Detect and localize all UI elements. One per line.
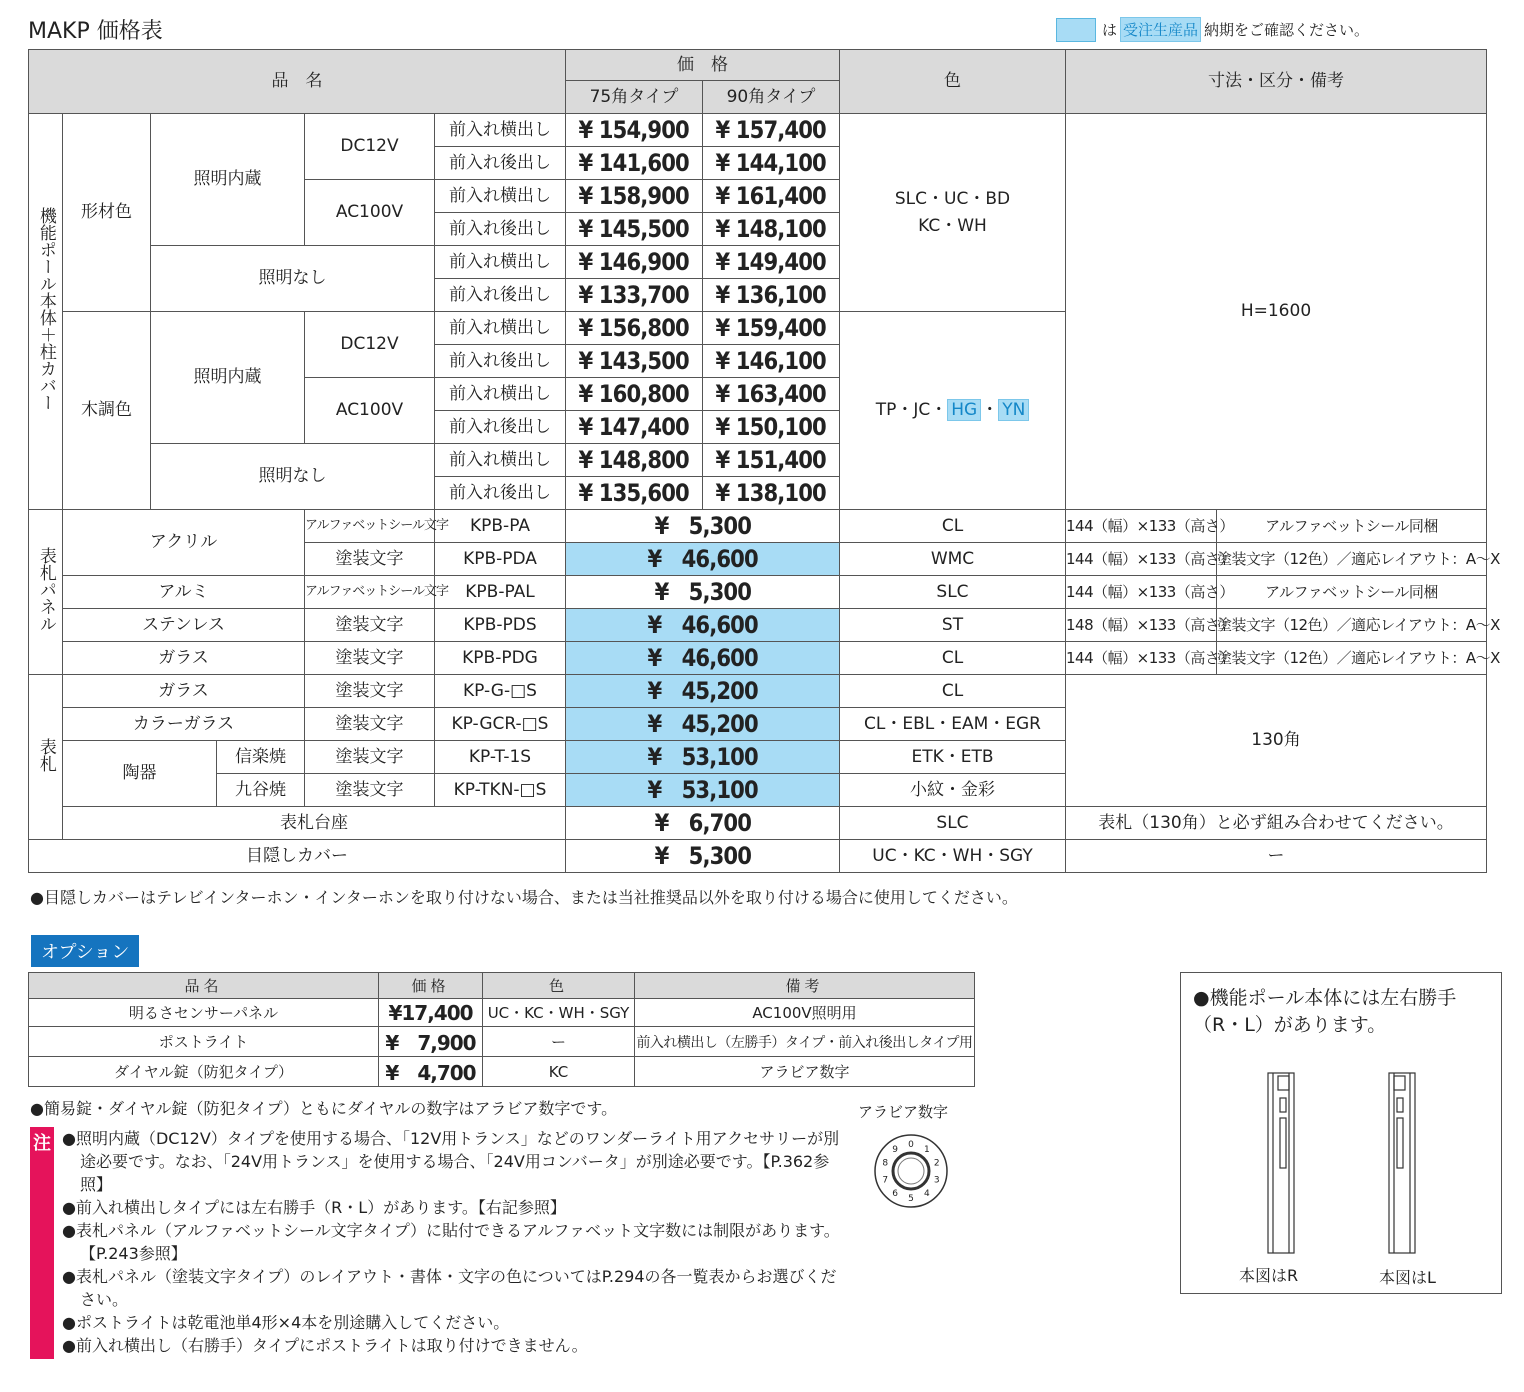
price-90: ¥ 161,400	[703, 180, 840, 213]
plate-type: 塗装文字	[305, 708, 435, 741]
caution-line: ●照明内蔵（DC12V）タイプを使用する場合、「12V用トランス」などのワンダーライト用アクセサリーが別途必要です。なお、「24V用トランス」を使用する場合、「24V用コンバータ」が別途必要です。【P.362参照】	[62, 1129, 840, 1194]
price-90: ¥ 148,100	[703, 213, 840, 246]
panel-type: アルファベットシール文字	[305, 510, 435, 543]
opt-color: UC・KC・WH・SGY	[483, 999, 635, 1027]
cover-note: ー	[1066, 840, 1487, 873]
hdr-remarks: 寸法・区分・備考	[1066, 50, 1487, 114]
katazai-label: 形材色	[63, 114, 151, 312]
arabic-label: アラビア数字	[858, 1103, 949, 1121]
hdr-75: 75角タイプ	[566, 81, 703, 114]
legend	[1056, 17, 1369, 42]
panel-code: KPB-PAL	[435, 576, 566, 609]
yoko-label: 前入れ横出し	[435, 312, 566, 345]
color-hg: HG	[947, 399, 981, 421]
panel-dim: 144（幅）×133（高さ）	[1066, 576, 1217, 609]
panel-note: アルファベットシール同梱	[1217, 510, 1487, 543]
hdr-color: 色	[840, 50, 1066, 114]
plate-price: ¥ 45,200	[566, 675, 840, 708]
caption-r: 本図はR	[1239, 1266, 1299, 1285]
pole-height: H=1600	[1066, 114, 1487, 510]
opt-hdr-price: 価格	[379, 973, 483, 999]
dial-digit: 4	[924, 1188, 930, 1199]
page-title: MAKP 価格表	[28, 19, 163, 44]
panel-mat: ガラス	[63, 642, 305, 675]
panel-price: ¥ 46,600	[566, 543, 840, 576]
panel-dim: 144（幅）×133（高さ）	[1066, 543, 1217, 576]
price-75: ¥ 147,400	[566, 411, 703, 444]
caution-mark: 注	[33, 1133, 51, 1154]
color-yn: YN	[998, 399, 1029, 421]
hdr-90: 90角タイプ	[703, 81, 840, 114]
price-90: ¥ 159,400	[703, 312, 840, 345]
dial-digit: 6	[892, 1188, 898, 1199]
mokucho-label: 木調色	[63, 312, 151, 510]
dial-digit: 7	[882, 1175, 889, 1186]
opt-hdr-note: 備考	[635, 973, 975, 999]
dial-digit: 3	[933, 1175, 940, 1186]
caution-line: ●表札パネル（アルファベットシール文字タイプ）に貼付できるアルファベット文字数には制限があります。【P.243参照】	[62, 1221, 840, 1263]
plate-price: ¥ 53,100	[566, 774, 840, 807]
price-90: ¥ 138,100	[703, 477, 840, 510]
cover-name: 目隠しカバー	[29, 840, 566, 873]
plate-mat: ガラス	[63, 675, 305, 708]
yoko-label: 前入れ横出し	[435, 114, 566, 147]
legend-tail: 納期をご確認ください。	[1204, 21, 1370, 39]
pole-group: 機能ポール本体＋柱カバー	[29, 114, 63, 510]
option-label: オプション	[31, 935, 139, 967]
ushiro-label: 前入れ後出し	[435, 477, 566, 510]
panel-color: CL	[840, 510, 1066, 543]
unlit-label-1: 照明なし	[151, 246, 435, 312]
ushiro-label: 前入れ後出し	[435, 147, 566, 180]
price-90: ¥ 150,100	[703, 411, 840, 444]
plate-group: 表札	[29, 675, 63, 840]
dc-label-1: DC12V	[305, 114, 435, 180]
plate-base-color: SLC	[840, 807, 1066, 840]
dial-digit: 1	[924, 1145, 930, 1156]
legend-swatch	[1056, 18, 1096, 42]
plate-code: KP-GCR-□S	[435, 708, 566, 741]
panel-color: WMC	[840, 543, 1066, 576]
panel-dim: 144（幅）×133（高さ）	[1066, 642, 1217, 675]
yoko-label: 前入れ横出し	[435, 378, 566, 411]
pole-color-1: SLC・UC・BD KC・WH	[840, 114, 1066, 312]
opt-note: AC100V照明用	[635, 999, 975, 1027]
ushiro-label: 前入れ後出し	[435, 411, 566, 444]
plate-price: ¥ 53,100	[566, 741, 840, 774]
plate-color: 小紋・金彩	[840, 774, 1066, 807]
dial-icon	[873, 1133, 949, 1209]
opt-name: ダイヤル錠（防犯タイプ）	[29, 1057, 379, 1087]
opt-hdr-color: 色	[483, 973, 635, 999]
opt-hdr-name: 品名	[29, 973, 379, 999]
plate-price: ¥ 45,200	[566, 708, 840, 741]
plate-size: 130角	[1066, 675, 1487, 807]
toki-label: 陶器	[63, 741, 217, 807]
panel-note: 塗装文字（12色）／適応レイアウト：A〜X	[1217, 543, 1487, 576]
opt-color: ー	[483, 1027, 635, 1057]
price-90: ¥ 163,400	[703, 378, 840, 411]
panel-code: KPB-PDS	[435, 609, 566, 642]
panel-code: KPB-PA	[435, 510, 566, 543]
legend-text: は	[1102, 21, 1118, 39]
price-75: ¥ 135,600	[566, 477, 703, 510]
dc-label-2: DC12V	[305, 312, 435, 378]
panel-mat: アクリル	[63, 510, 305, 576]
price-75: ¥ 158,900	[566, 180, 703, 213]
plate-code: KP-G-□S	[435, 675, 566, 708]
panel-mat: ステンレス	[63, 609, 305, 642]
panel-dim: 144（幅）×133（高さ）	[1066, 510, 1217, 543]
legend-highlight: 受注生産品	[1120, 17, 1201, 42]
caution-bar	[30, 1127, 54, 1359]
panel-color: ST	[840, 609, 1066, 642]
plate-color: ETK・ETB	[840, 741, 1066, 774]
plate-base-price: ¥ 6,700	[566, 807, 840, 840]
handing-figure	[1180, 972, 1502, 1294]
ushiro-label: 前入れ後出し	[435, 345, 566, 378]
panel-code: KPB-PDA	[435, 543, 566, 576]
panel-code: KPB-PDG	[435, 642, 566, 675]
ac-label-2: AC100V	[305, 378, 435, 444]
opt-price: ¥17,400	[379, 999, 483, 1027]
unlit-label-2: 照明なし	[151, 444, 435, 510]
panel-type: 塗装文字	[305, 642, 435, 675]
panel-type: アルファベットシール文字	[305, 576, 435, 609]
panel-mat: アルミ	[63, 576, 305, 609]
lit-label-2: 照明内蔵	[151, 312, 305, 444]
dial-digit: 5	[908, 1194, 914, 1204]
figure-title: ●機能ポール本体には左右勝手（R・L）があります。	[1193, 987, 1457, 1036]
option-table	[28, 972, 975, 1087]
cover-note-text: ●目隠しカバーはテレビインターホン・インターホンを取り付けない場合、または当社推奨品以外を取り付ける場合に使用してください。	[30, 888, 1018, 907]
ac-label-1: AC100V	[305, 180, 435, 246]
plate-mat: カラーガラス	[63, 708, 305, 741]
cover-color: UC・KC・WH・SGY	[840, 840, 1066, 873]
dial-digit: 8	[882, 1158, 889, 1169]
price-75: ¥ 146,900	[566, 246, 703, 279]
price-75: ¥ 143,500	[566, 345, 703, 378]
panel-type: 塗装文字	[305, 543, 435, 576]
panel-note: アルファベットシール同梱	[1217, 576, 1487, 609]
plate-code: KP-TKN-□S	[435, 774, 566, 807]
price-90: ¥ 149,400	[703, 246, 840, 279]
panel-price: ¥ 5,300	[566, 576, 840, 609]
plate-type: 塗装文字	[305, 675, 435, 708]
opt-note: 前入れ横出し（左勝手）タイプ・前入れ後出しタイプ用	[635, 1027, 975, 1057]
price-75: ¥ 148,800	[566, 444, 703, 477]
price-75: ¥ 160,800	[566, 378, 703, 411]
plate-base: 表札台座	[63, 807, 566, 840]
plate-mat: 九谷焼	[217, 774, 305, 807]
plate-type: 塗装文字	[305, 741, 435, 774]
dial-digit: 9	[892, 1145, 898, 1156]
opt-name: 明るさセンサーパネル	[29, 999, 379, 1027]
plate-type: 塗装文字	[305, 774, 435, 807]
plate-color: CL・EBL・EAM・EGR	[840, 708, 1066, 741]
panel-type: 塗装文字	[305, 609, 435, 642]
price-90: ¥ 157,400	[703, 114, 840, 147]
caption-l: 本図はL	[1379, 1268, 1436, 1287]
ushiro-label: 前入れ後出し	[435, 213, 566, 246]
panel-group: 表札パネル	[29, 510, 63, 675]
plate-mat: 信楽焼	[217, 741, 305, 774]
opt-price: ¥ 4,700	[379, 1057, 483, 1087]
panel-color: CL	[840, 642, 1066, 675]
plate-base-note: 表札（130角）と必ず組み合わせてください。	[1066, 807, 1487, 840]
hdr-price: 価 格	[566, 50, 840, 81]
yoko-label: 前入れ横出し	[435, 444, 566, 477]
pole-color-2: TP・JC・ HG ・ YN	[840, 312, 1066, 510]
opt-note: アラビア数字	[635, 1057, 975, 1087]
price-90: ¥ 136,100	[703, 279, 840, 312]
dial-digit: 2	[933, 1158, 940, 1169]
price-90: ¥ 144,100	[703, 147, 840, 180]
plate-color: CL	[840, 675, 1066, 708]
hdr-name: 品 名	[29, 50, 566, 114]
caution-line: ●前入れ横出しタイプには左右勝手（R・L）があります。【右記参照】	[62, 1198, 566, 1217]
dial-note: ●簡易錠・ダイヤル錠（防犯タイプ）ともにダイヤルの数字はアラビア数字です。	[30, 1099, 618, 1118]
caution-line: ●表札パネル（塗装文字タイプ）のレイアウト・書体・文字の色についてはP.294の各一覧表からお選びください。	[62, 1267, 837, 1309]
panel-price: ¥ 5,300	[566, 510, 840, 543]
cover-price: ¥ 5,300	[566, 840, 840, 873]
price-90: ¥ 146,100	[703, 345, 840, 378]
price-75: ¥ 133,700	[566, 279, 703, 312]
dial-digit: 0	[908, 1140, 914, 1150]
panel-note: 塗装文字（12色）／適応レイアウト：A〜X	[1217, 642, 1487, 675]
price-table	[28, 49, 1500, 873]
opt-price: ¥ 7,900	[379, 1027, 483, 1057]
opt-name: ポストライト	[29, 1027, 379, 1057]
price-75: ¥ 145,500	[566, 213, 703, 246]
panel-note: 塗装文字（12色）／適応レイアウト：A〜X	[1217, 609, 1487, 642]
panel-price: ¥ 46,600	[566, 609, 840, 642]
panel-dim: 148（幅）×133（高さ）	[1066, 609, 1217, 642]
plate-code: KP-T-1S	[435, 741, 566, 774]
price-75: ¥ 154,900	[566, 114, 703, 147]
ushiro-label: 前入れ後出し	[435, 279, 566, 312]
panel-price: ¥ 46,600	[566, 642, 840, 675]
panel-color: SLC	[840, 576, 1066, 609]
price-90: ¥ 151,400	[703, 444, 840, 477]
caution-line: ●ポストライトは乾電池単4形×4本を別途購入してください。	[62, 1313, 510, 1332]
yoko-label: 前入れ横出し	[435, 246, 566, 279]
price-75: ¥ 156,800	[566, 312, 703, 345]
caution-line: ●前入れ横出し（右勝手）タイプにポストライトは取り付けできません。	[62, 1336, 588, 1355]
pole-drawing	[1181, 1068, 1501, 1258]
opt-color: KC	[483, 1057, 635, 1087]
yoko-label: 前入れ横出し	[435, 180, 566, 213]
lit-label-1: 照明内蔵	[151, 114, 305, 246]
price-75: ¥ 141,600	[566, 147, 703, 180]
